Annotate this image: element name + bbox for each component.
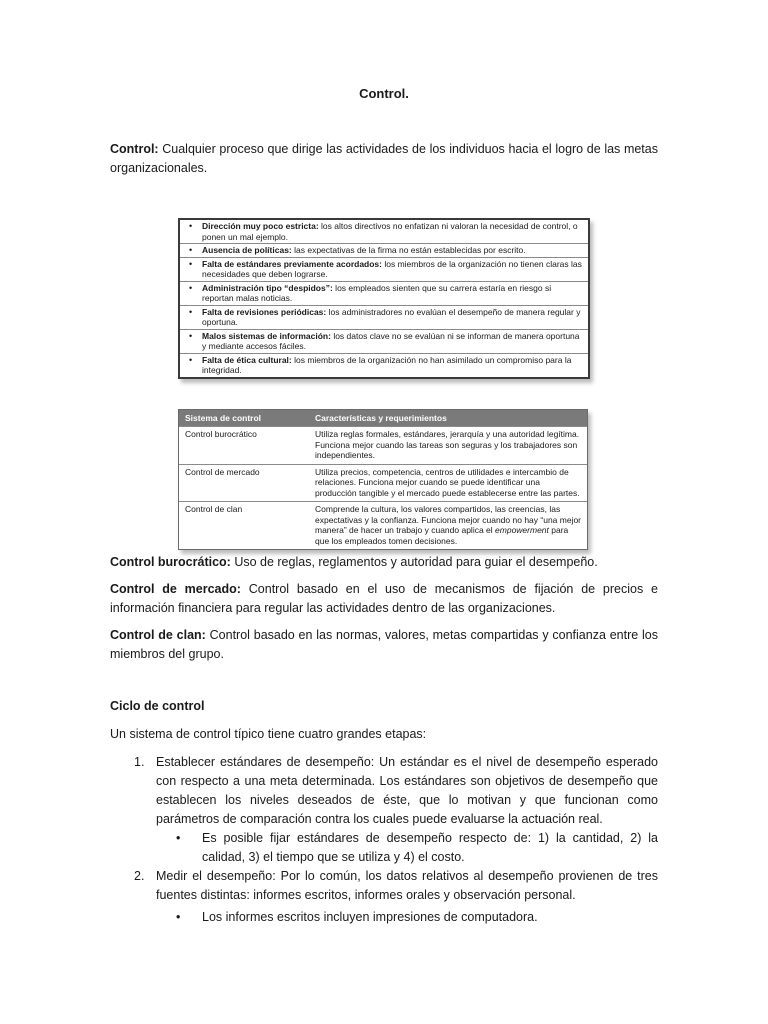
bureaucratic-control-paragraph <box>110 553 658 572</box>
table-row <box>180 354 588 377</box>
clan-control-paragraph <box>110 626 658 664</box>
desc-italic: empowerment <box>495 525 549 535</box>
row-text: los miembros de la organización no tienen claras las necesidades que deben lograrse. <box>202 258 582 279</box>
cell-system: Control burocrático <box>185 429 257 439</box>
ordered-list <box>110 753 658 927</box>
list-item-text: Establecer estándares de desempeño: Un estándar es el nivel de desempeño esperado con respecto a una meta determinada. Los estándares son objetivos de desempeño que establecen los niveles deseados de éste, que lo motivan y que funcionan como parámetros de comparación contra los cuales puede evaluarse la actuación real. <box>156 755 658 826</box>
desc-part: Comprende la cultura, los valores compartidos, las creencias, las expectativas y la confianza. Funciona mejor cuando no hay “una mejor manera” de hacer un trabajo y cuando aplica el <box>315 504 582 535</box>
row-term: Ausencia de políticas: <box>202 245 292 255</box>
control-definition <box>110 140 658 178</box>
table-row <box>179 464 587 502</box>
table-row <box>180 306 588 330</box>
row-term: Falta de revisiones periódicas: <box>202 306 327 317</box>
bullet-icon: • <box>176 910 181 924</box>
definition-term: Control: <box>110 142 159 156</box>
row-text: los empleados sienten que su carrera estaría en riesgo si reportan malas noticias. <box>202 282 552 303</box>
row-text: los datos clave no se evalúan ni se informan de manera oportuna y mediante accesos fáciles. <box>202 330 580 351</box>
list-item-text: Medir el desempeño: Por lo común, los datos relativos al desempeño provienen de tres fuentes distintas: informes escritos, informes orales y observación personal. <box>156 869 658 902</box>
cell-description: Utiliza reglas formales, estándares, jerarquía y una autoridad legítima. Funciona mejor cuando las tareas son seguras y los trabajadores son independientes. <box>315 429 580 460</box>
bullet-icon: • <box>176 831 181 845</box>
cell-system: Control de mercado <box>185 466 260 477</box>
table-row <box>179 426 587 464</box>
cell-description <box>311 502 587 549</box>
table-row <box>179 501 587 549</box>
market-control-paragraph <box>110 580 658 618</box>
control-systems-table <box>178 409 588 550</box>
list-number: 1. <box>134 755 145 769</box>
definition-text: Cualquier proceso que dirige las actividades de los individuos hacia el logro de las metas organizacionales. <box>110 142 658 175</box>
row-term: Dirección muy poco estricta: <box>202 221 319 231</box>
row-term: Falta de estándares previamente acordados: <box>202 258 382 269</box>
header-characteristics: Características y requerimientos <box>315 413 447 423</box>
row-text: los altos directivos no enfatizan ni valoran la necesidad de control, o ponen un mal ejemplo. <box>202 221 578 242</box>
row-term: Malos sistemas de información: <box>202 330 331 341</box>
term-text: Control basado en el uso de mecanismos de fijación de precios e información financiera para regular las actividades dentro de las organizaciones. <box>110 582 658 615</box>
page-title: Control. <box>359 86 409 101</box>
cell-description: Utiliza precios, competencia, centros de utilidades e intercambio de relaciones. Funciona mejor cuando se puede identificar una producción tangible y el mercado puede establecerse entre las partes. <box>315 466 580 498</box>
list-number: 2. <box>134 869 145 883</box>
table-row <box>180 220 588 244</box>
table-row <box>180 244 588 258</box>
row-text: los miembros de la organización no han asimilado un compromiso para la integridad. <box>202 354 572 375</box>
row-text: los administradores no evalúan el desempeño de manera regular y oportuna. <box>202 306 581 327</box>
header-system: Sistema de control <box>185 413 262 423</box>
list-item <box>110 753 658 829</box>
table-row <box>180 330 588 354</box>
desc-part: para que los empleados tomen decisiones. <box>315 525 569 546</box>
bullet-item <box>110 829 658 867</box>
bullet-text: Es posible fijar estándares de desempeño respecto de: 1) la cantidad, 2) la calidad, 3) el tiempo que se utiliza y 4) el costo. <box>202 831 658 864</box>
bullet-text: Los informes escritos incluyen impresiones de computadora. <box>202 910 538 924</box>
control-failures-table <box>178 218 590 379</box>
term: Control burocrático: <box>110 555 231 569</box>
row-text: las expectativas de la firma no están establecidas por escrito. <box>291 245 526 255</box>
table-row <box>180 282 588 306</box>
term-text: Control basado en las normas, valores, metas compartidas y confianza entre los miembros del grupo. <box>110 628 658 661</box>
row-term: Falta de ética cultural: <box>202 354 292 365</box>
term: Control de clan: <box>110 628 206 642</box>
table-row <box>180 258 588 282</box>
list-item <box>110 867 658 905</box>
section-heading: Ciclo de control <box>110 699 205 713</box>
row-term: Administración tipo “despidos”: <box>202 282 333 293</box>
term-text: Uso de reglas, reglamentos y autoridad para guiar el desempeño. <box>230 555 598 569</box>
bullet-item <box>110 908 658 927</box>
cell-system: Control de clan <box>185 504 243 514</box>
section-intro: Un sistema de control típico tiene cuatro grandes etapas: <box>110 727 427 741</box>
table-header <box>179 410 587 426</box>
term: Control de mercado: <box>110 582 241 596</box>
